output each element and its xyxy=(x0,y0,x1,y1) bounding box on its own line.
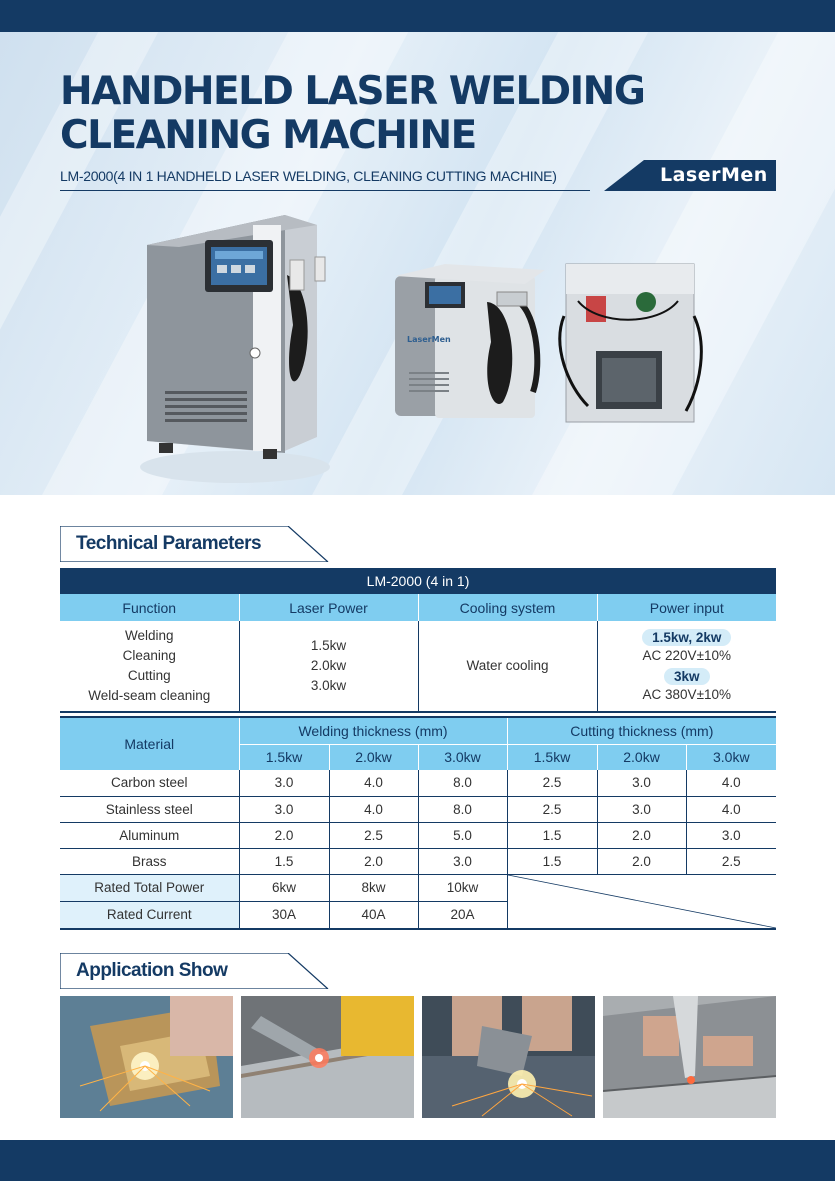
power-tier-badge: 3kw xyxy=(664,668,710,685)
table-row: Brass 1.5 2.0 3.0 1.5 2.0 2.5 xyxy=(60,848,776,874)
thickness-table xyxy=(60,716,776,930)
power-tier-badge: 1.5kw, 2kw xyxy=(642,629,731,646)
power-input-values: 1.5kw, 2kw AC 220V±10% 3kw AC 380V±10% xyxy=(597,621,776,712)
application-photo-cleaning xyxy=(603,996,776,1118)
model-title: LM-2000 (4 in 1) xyxy=(60,568,776,594)
application-photo-cutting xyxy=(422,996,595,1118)
column-header: Function xyxy=(60,594,239,621)
application-photo-welding xyxy=(60,996,233,1118)
page-subtitle: LM-2000(4 IN 1 HANDHELD LASER WELDING, CLEANING CUTTING MACHINE) xyxy=(60,168,557,184)
rated-current-row: Rated Current 30A 40A 20A xyxy=(60,901,776,928)
application-show-heading: Application Show xyxy=(60,953,330,989)
function-list: Welding Cleaning Cutting Weld-seam cleaning xyxy=(60,621,239,712)
subtitle-underline xyxy=(60,190,590,191)
empty-diagonal-cell xyxy=(507,874,776,929)
power-level-header: 1.5kw xyxy=(239,744,329,770)
power-level-header: 2.0kw xyxy=(329,744,418,770)
machine-rear-image xyxy=(558,256,708,424)
bottom-banner-bar xyxy=(0,1140,835,1181)
table-row: Stainless steel 3.0 4.0 8.0 2.5 3.0 4.0 xyxy=(60,796,776,822)
svg-text:LaserMen: LaserMen xyxy=(407,335,451,344)
power-level-header: 1.5kw xyxy=(507,744,597,770)
power-level-header: 3.0kw xyxy=(686,744,776,770)
machine-front-image xyxy=(135,205,335,495)
top-banner-bar xyxy=(0,0,835,32)
power-level-header: 2.0kw xyxy=(597,744,686,770)
technical-parameters-table xyxy=(60,568,776,713)
welding-thickness-header: Welding thickness (mm) xyxy=(239,717,507,744)
cutting-thickness-header: Cutting thickness (mm) xyxy=(507,717,776,744)
rated-total-power-row: Rated Total Power 6kw 8kw 10kw xyxy=(60,874,776,901)
application-photo-seam xyxy=(241,996,414,1118)
brand-logo: LaserMen xyxy=(604,160,776,191)
power-level-header: 3.0kw xyxy=(418,744,507,770)
technical-parameters-heading: Technical Parameters xyxy=(60,526,330,562)
table-row: Aluminum 2.0 2.5 5.0 1.5 2.0 3.0 xyxy=(60,822,776,848)
cooling-system-value: Water cooling xyxy=(418,621,597,712)
machine-side-image xyxy=(385,262,555,427)
laser-power-list: 1.5kw 2.0kw 3.0kw xyxy=(239,621,418,712)
table-row: Carbon steel 3.0 4.0 8.0 2.5 3.0 4.0 xyxy=(60,770,776,796)
column-header: Laser Power xyxy=(239,594,418,621)
material-header: Material xyxy=(60,717,239,770)
column-header: Cooling system xyxy=(418,594,597,621)
column-header: Power input xyxy=(597,594,776,621)
page-title: HANDHELD LASER WELDING CLEANING MACHINE xyxy=(60,69,645,158)
